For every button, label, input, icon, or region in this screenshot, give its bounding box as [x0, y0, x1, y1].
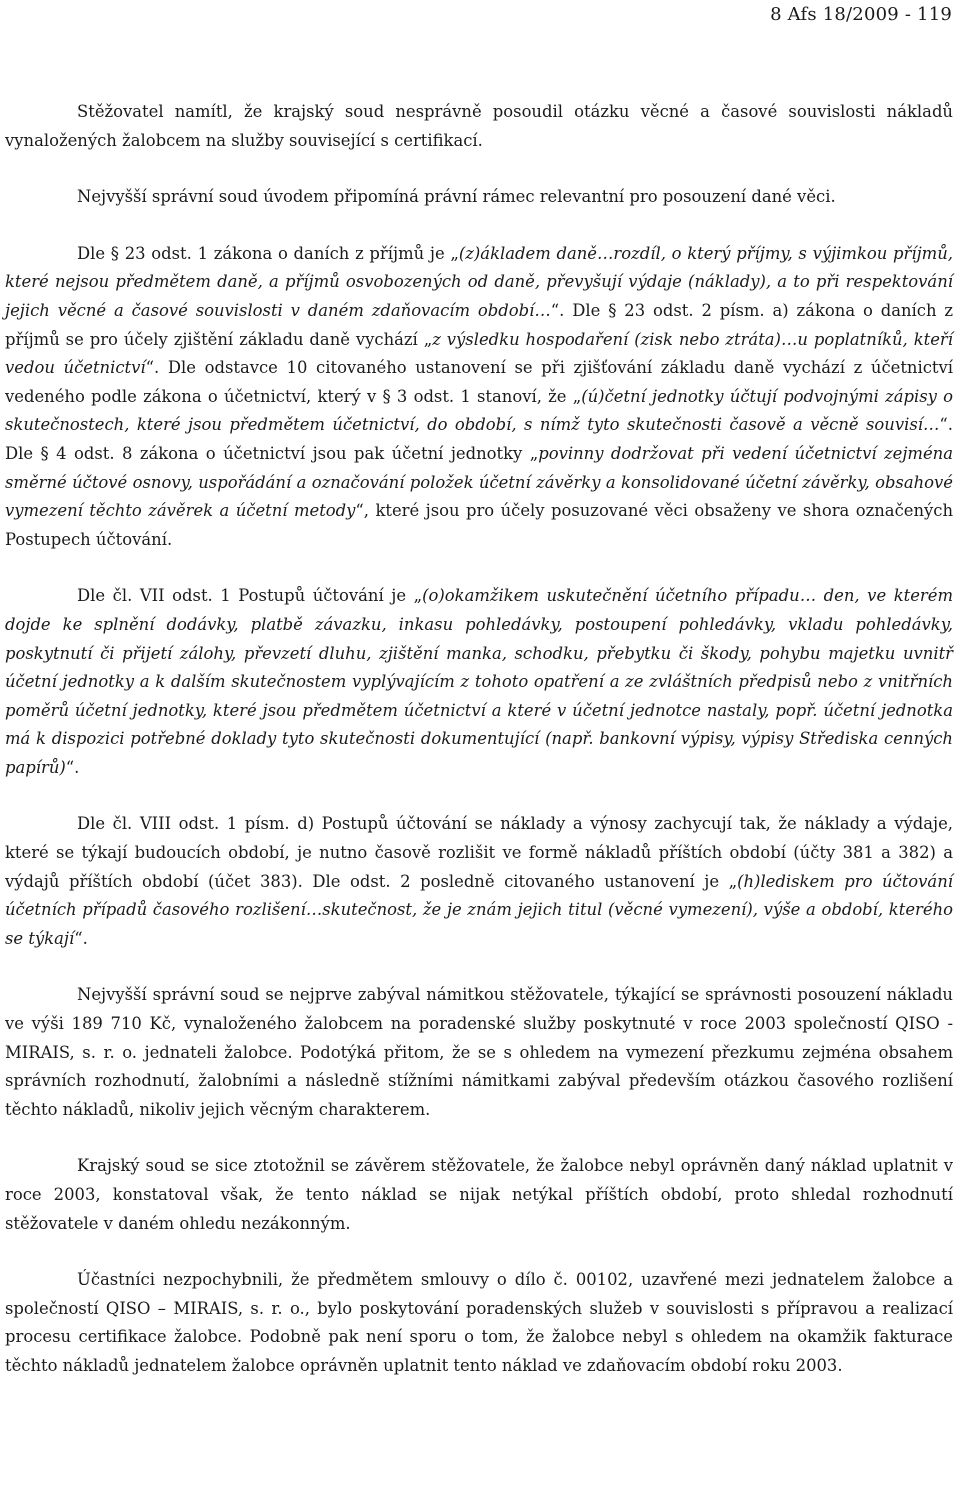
paragraph-4-quote-1: (o)okamžikem uskutečnění účetního případu… den, ve kterém dojde ke splnění dodávky, platbě závazku, inkasu pohledávky, postoupení pohledávky, vkladu pohledávky, poskytnutí či přijetí zálohy, převzetí dluhu, zjištění manka, schodku, přebytku či škody, pohybu majetku uvnitř účetní jednotky a k dalším skutečnostem vyplývajícím z tohoto opatření a ze zvláštních předpisů nebo z vnitřních poměrů účetní jednotky, které jsou předmětem účetnictví a které v účetní jednotce nastaly, popř. účetní jednotka má k dispozici potřebné doklady tyto skutečnosti dokumentující (např. bankovní výpisy, výpisy Střediska cenných papírů) [5, 586, 953, 777]
paragraph-8: Účastníci nezpochybnili, že předmětem smlouvy o dílo č. 00102, uzavřené mezi jednatelem žalobce a společností QISO – MIRAIS, s. r. o., bylo poskytování poradenských služeb v souvislosti s přípravou a realizací procesu certifikace žalobce. Podobně pak není sporu o tom, že žalobce nebyl s ohledem na okamžik fakturace těchto nákladů jednatelem žalobce oprávněn uplatnit tento náklad ve zdaňovacím období roku 2003. [5, 1270, 953, 1375]
paragraph-7: Krajský soud se sice ztotožnil se závěrem stěžovatele, že žalobce nebyl oprávněn daný náklad uplatnit v roce 2003, konstatoval však, že tento náklad se nijak netýkal příštích období, proto shledal rozhodnutí stěžovatele v daném ohledu nezákonným. [5, 1156, 953, 1233]
paragraph-4 [5, 582, 953, 782]
paragraph-6: Nejvyšší správní soud se nejprve zabýval námitkou stěžovatele, týkající se správnosti posouzení nákladu ve výši 189 710 Kč, vynaloženého žalobcem na poradenské služby poskytnuté v roce 2003 společností QISO - MIRAIS, s. r. o. jednateli žalobce. Podotýká přitom, že se s ohledem na vymezení přezkumu zejména obsahem správních rozhodnutí, žalobními a následně stížními námitkami zabýval především otázkou časového rozlišení těchto nákladů, nikoliv jejich věcným charakterem. [5, 985, 953, 1119]
paragraph-3-quote-4: povinny dodržovat při vedení účetnictví zejména směrné účtové osnovy, uspořádání a označování položek účetní závěrky a konsolidované účetní závěrky, obsahové vymezení těchto závěrek a účetní metody [5, 443, 953, 521]
paragraph-3-quote-1: (z)ákladem daně…rozdíl, o který příjmy, s výjimkou příjmů, které nejsou předmětem daně, a příjmů osvobozených od daně, převyšují výdaje (náklady), a to při respektování jejich věcné a časové souvislosti v daném zdaňovacím období… [5, 243, 953, 320]
paragraph-4-text-2: “. [65, 757, 80, 777]
paragraph-2: Nejvyšší správní soud úvodem připomíná právní rámec relevantní pro posouzení dané věci. [77, 187, 836, 207]
paragraph-3-text-3: “. Dle odstavce 10 citovaného ustanovení se při zjišťování základu daně vychází z účetnictví vedeného podle zákona o účetnictví, který v § 3 odst. 1 stanoví, že „ [5, 358, 953, 406]
paragraph-3-text-4: “. Dle § 4 odst. 8 zákona o účetnictví jsou pak účetní jednotky „ [5, 415, 953, 463]
paragraph-3-quote-3: (ú)četní jednotky účtují podvojnými zápisy o skutečnostech, které jsou předmětem účetnictví, do období, s nímž tyto skutečnosti časově a věcně souvisí… [5, 386, 953, 435]
paragraph-5-text-1: Dle čl. VIII odst. 1 písm. d) Postupů účtování se náklady a výnosy zachycují tak, že náklady a výdaje, které se týkají budoucích období, je nutno časově rozlišit ve formě nákladů příštích období (účty 381 a 382) a výdajů příštích období (účet 383). Dle odst. 2 posledně citovaného ustanovení je „ [5, 814, 953, 891]
paragraph-1: Stěžovatel namítl, že krajský soud nesprávně posoudil otázku věcné a časové souvislosti nákladů vynaložených žalobcem na služby související s certifikací. [5, 102, 953, 150]
paragraph-5-quote-1: (h)lediskem pro účtování účetních případů časového rozlišení…skutečnost, že je znám jejich titul (věcné vymezení), výše a období, kterého se týkají [5, 871, 953, 948]
paragraph-3-text-1: Dle § 23 odst. 1 zákona o daních z příjmů je „ [77, 243, 459, 263]
paragraph-3-quote-2: z výsledku hospodaření (zisk nebo ztráta)…u poplatníků, kteří vedou účetnictví [5, 329, 953, 378]
case-number-header: 8 Afs 18/2009 - 119 [770, 4, 952, 25]
paragraph-3-text-2: “. Dle § 23 odst. 2 písm. a) zákona o daních z příjmů se pro účely zjištění základu daně vychází „ [5, 300, 954, 349]
document-body [5, 98, 953, 1381]
paragraph-5 [5, 810, 953, 953]
paragraph-3-text-5: “, které jsou pro účely posuzované věci obsaženy ve shora označených Postupech účtování. [5, 501, 953, 549]
paragraph-4-text-1: Dle čl. VII odst. 1 Postupů účtování je „ [77, 586, 423, 606]
paragraph-5-text-2: “. [74, 928, 88, 948]
paragraph-3 [5, 240, 953, 555]
